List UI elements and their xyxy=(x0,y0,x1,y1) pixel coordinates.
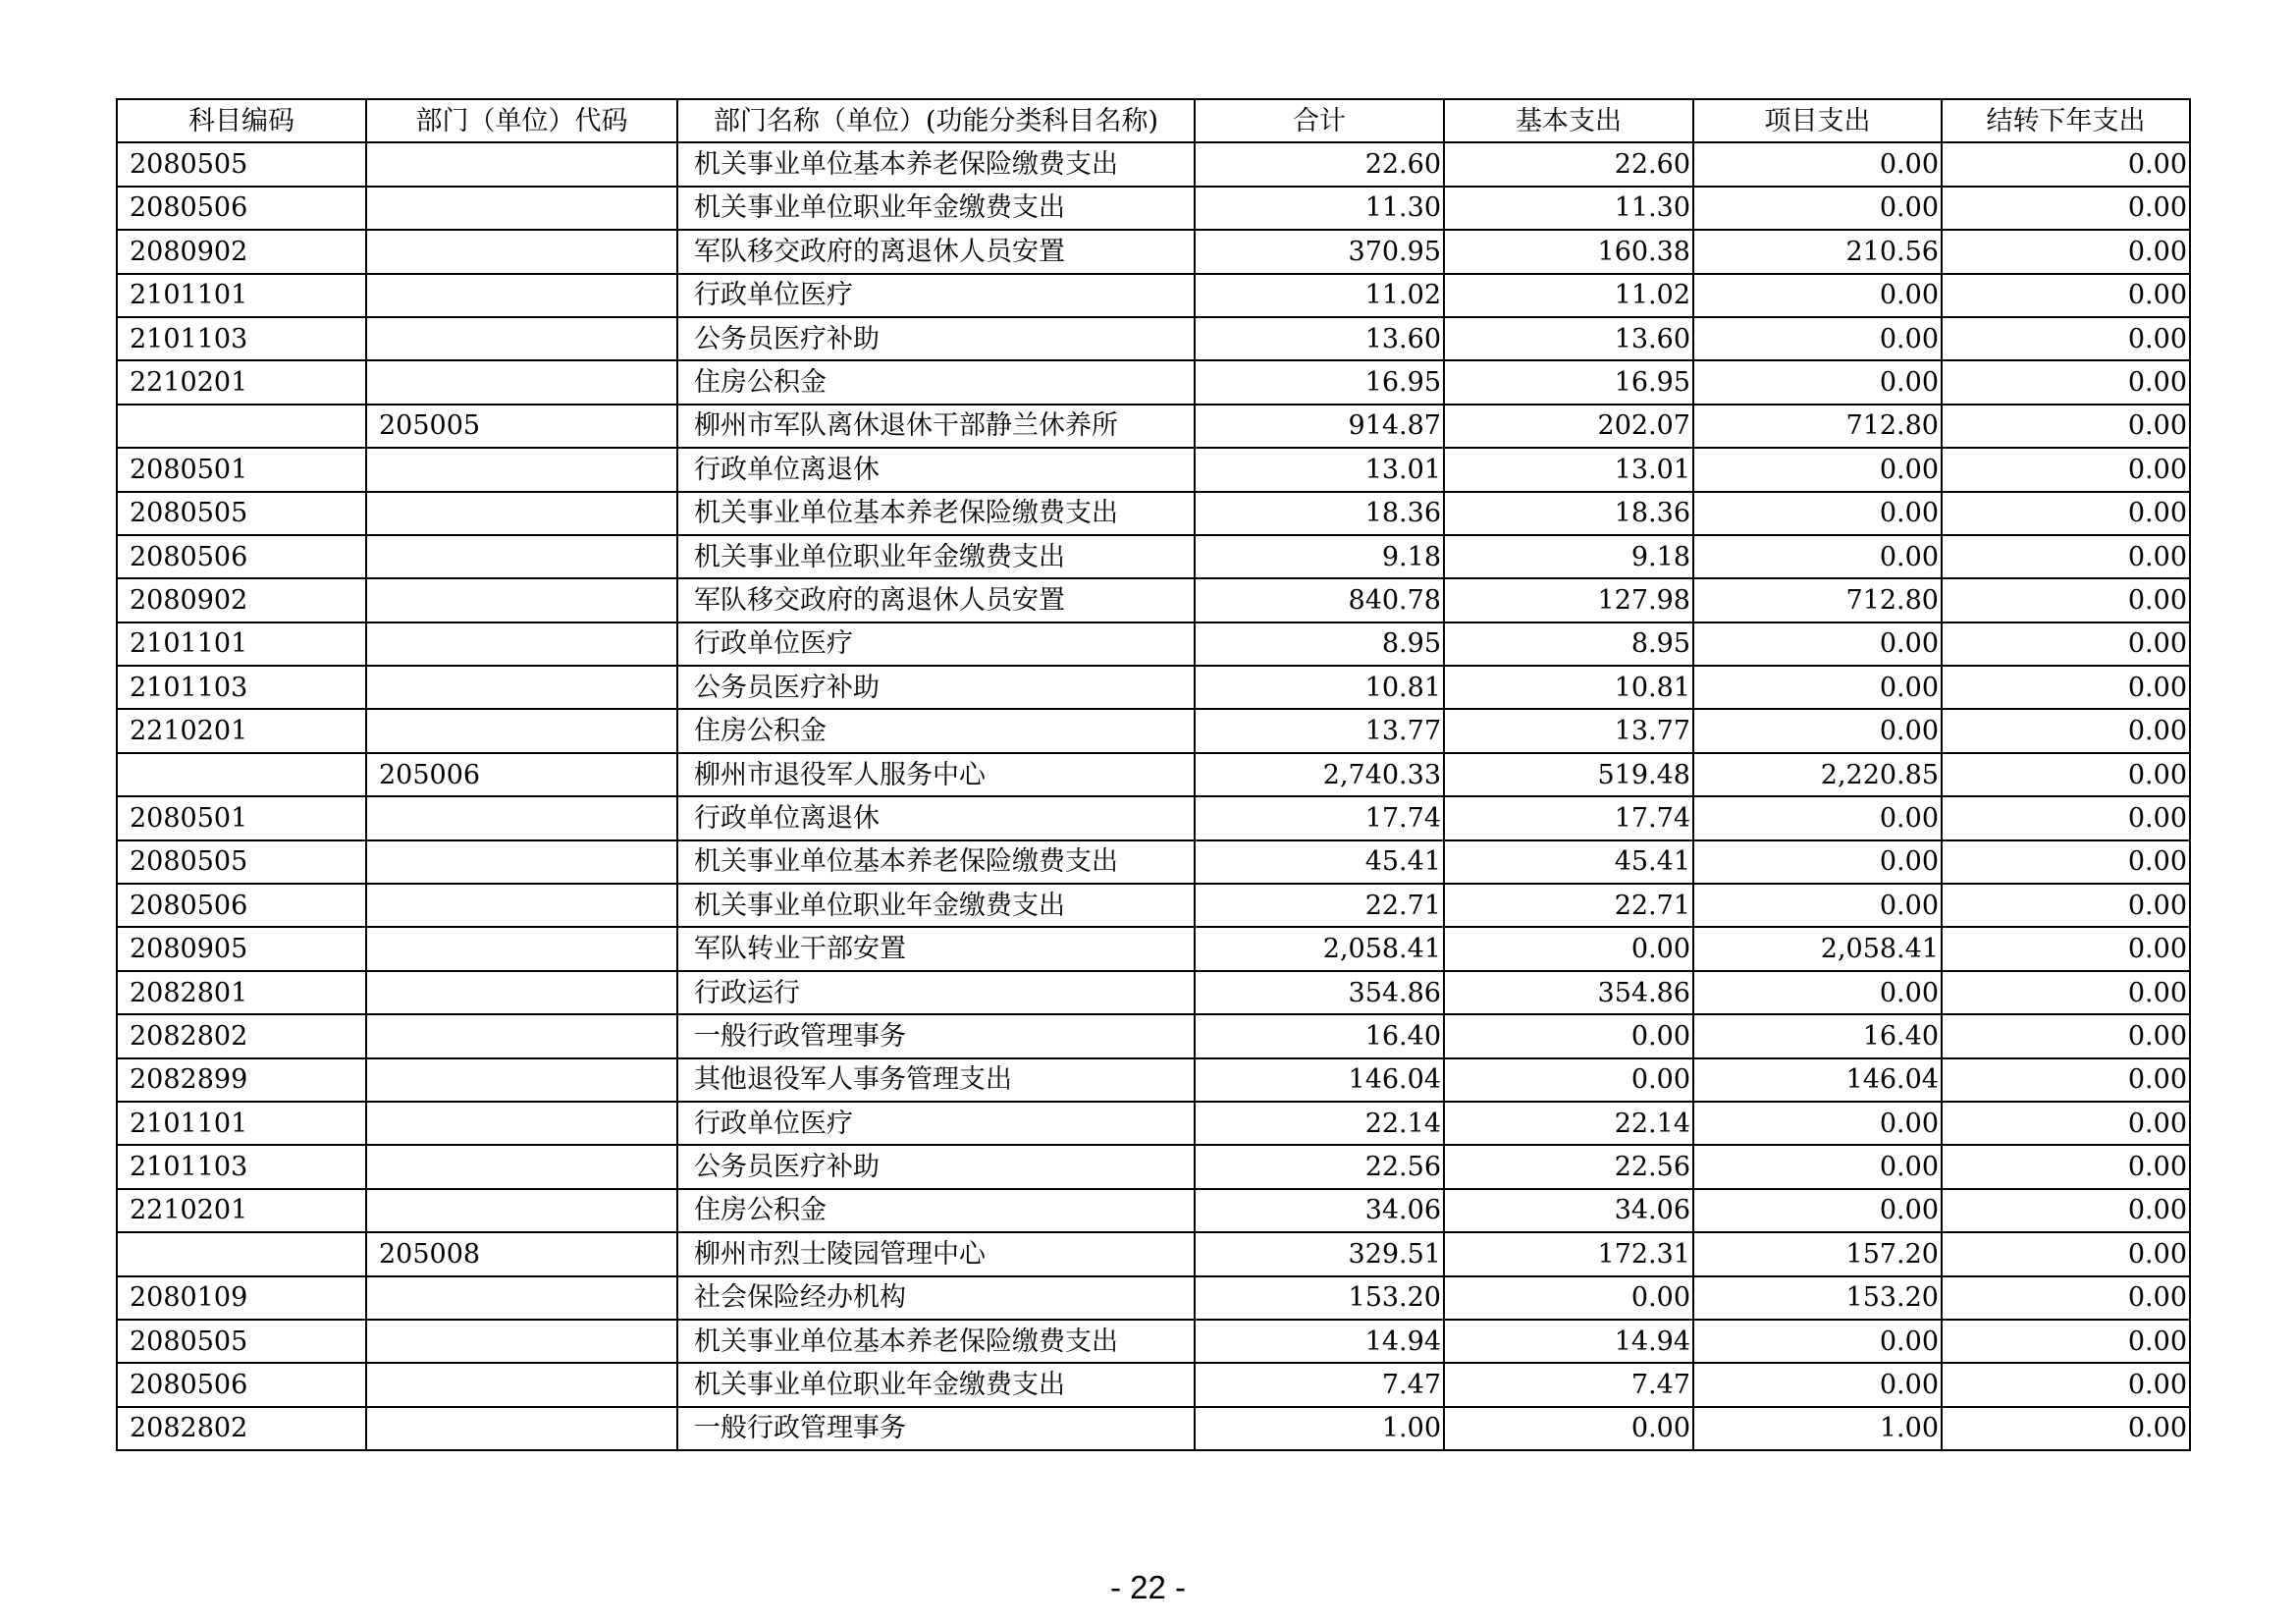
cell-basic: 11.02 xyxy=(1444,274,1693,317)
cell-carryover: 0.00 xyxy=(1942,1102,2190,1145)
cell-total: 11.02 xyxy=(1195,274,1444,317)
cell-subject-code: 2080506 xyxy=(117,187,366,230)
cell-total: 16.40 xyxy=(1195,1014,1444,1057)
cell-total: 22.56 xyxy=(1195,1145,1444,1188)
cell-subject-code: 2080501 xyxy=(117,448,366,491)
cell-dept-code xyxy=(366,623,677,666)
cell-dept-code xyxy=(366,666,677,709)
cell-basic: 0.00 xyxy=(1444,1407,1693,1450)
cell-basic: 0.00 xyxy=(1444,1014,1693,1057)
table-row xyxy=(117,1276,2190,1320)
cell-name: 行政运行 xyxy=(677,971,1195,1014)
cell-carryover: 0.00 xyxy=(1942,274,2190,317)
cell-carryover: 0.00 xyxy=(1942,1014,2190,1057)
cell-carryover: 0.00 xyxy=(1942,796,2190,839)
cell-subject-code: 2080506 xyxy=(117,535,366,578)
cell-name: 行政单位医疗 xyxy=(677,1102,1195,1145)
cell-total: 34.06 xyxy=(1195,1189,1444,1232)
cell-project: 0.00 xyxy=(1693,142,1942,186)
cell-project: 0.00 xyxy=(1693,623,1942,666)
cell-basic: 34.06 xyxy=(1444,1189,1693,1232)
cell-name: 机关事业单位职业年金缴费支出 xyxy=(677,535,1195,578)
cell-carryover: 0.00 xyxy=(1942,405,2190,448)
table-header-row xyxy=(117,99,2190,142)
cell-carryover: 0.00 xyxy=(1942,448,2190,491)
cell-subject-code xyxy=(117,1232,366,1275)
cell-project: 0.00 xyxy=(1693,796,1942,839)
cell-project: 0.00 xyxy=(1693,360,1942,404)
header-basic: 基本支出 xyxy=(1444,99,1693,142)
cell-basic: 7.47 xyxy=(1444,1363,1693,1406)
cell-project: 146.04 xyxy=(1693,1058,1942,1102)
cell-name: 机关事业单位基本养老保险缴费支出 xyxy=(677,840,1195,884)
cell-name: 行政单位医疗 xyxy=(677,623,1195,666)
cell-subject-code: 2101101 xyxy=(117,1102,366,1145)
cell-total: 22.14 xyxy=(1195,1102,1444,1145)
cell-project: 0.00 xyxy=(1693,666,1942,709)
table-row xyxy=(117,796,2190,839)
cell-total: 11.30 xyxy=(1195,187,1444,230)
cell-subject-code: 2101103 xyxy=(117,317,366,360)
cell-name: 柳州市军队离休退休干部静兰休养所 xyxy=(677,405,1195,448)
cell-carryover: 0.00 xyxy=(1942,1189,2190,1232)
cell-name: 行政单位医疗 xyxy=(677,274,1195,317)
cell-subject-code: 2080506 xyxy=(117,884,366,927)
cell-dept-code xyxy=(366,448,677,491)
cell-name: 行政单位离退休 xyxy=(677,448,1195,491)
cell-name: 机关事业单位基本养老保险缴费支出 xyxy=(677,142,1195,186)
cell-basic: 0.00 xyxy=(1444,1276,1693,1320)
cell-carryover: 0.00 xyxy=(1942,187,2190,230)
cell-total: 22.71 xyxy=(1195,884,1444,927)
cell-carryover: 0.00 xyxy=(1942,753,2190,796)
cell-basic: 11.30 xyxy=(1444,187,1693,230)
cell-project: 0.00 xyxy=(1693,840,1942,884)
cell-total: 18.36 xyxy=(1195,492,1444,535)
cell-subject-code: 2101103 xyxy=(117,1145,366,1188)
cell-subject-code: 2080505 xyxy=(117,1320,366,1363)
cell-carryover: 0.00 xyxy=(1942,492,2190,535)
cell-project: 0.00 xyxy=(1693,492,1942,535)
cell-subject-code: 2080505 xyxy=(117,492,366,535)
cell-basic: 18.36 xyxy=(1444,492,1693,535)
cell-project: 0.00 xyxy=(1693,274,1942,317)
cell-basic: 17.74 xyxy=(1444,796,1693,839)
cell-basic: 13.60 xyxy=(1444,317,1693,360)
table-row xyxy=(117,1145,2190,1188)
table-row xyxy=(117,535,2190,578)
cell-name: 军队移交政府的离退休人员安置 xyxy=(677,230,1195,273)
cell-subject-code: 2080505 xyxy=(117,142,366,186)
cell-name: 机关事业单位基本养老保险缴费支出 xyxy=(677,1320,1195,1363)
header-dept-code: 部门（单位）代码 xyxy=(366,99,677,142)
cell-dept-code xyxy=(366,1407,677,1450)
page-number: - 22 - xyxy=(1109,1569,1187,1605)
cell-subject-code: 2080109 xyxy=(117,1276,366,1320)
cell-basic: 22.14 xyxy=(1444,1102,1693,1145)
cell-name: 一般行政管理事务 xyxy=(677,1014,1195,1057)
cell-dept-code xyxy=(366,142,677,186)
cell-dept-code xyxy=(366,1145,677,1188)
cell-subject-code: 2210201 xyxy=(117,709,366,752)
cell-dept-code: 205008 xyxy=(366,1232,677,1275)
header-carryover: 结转下年支出 xyxy=(1942,99,2190,142)
cell-project: 0.00 xyxy=(1693,317,1942,360)
cell-project: 0.00 xyxy=(1693,1363,1942,1406)
cell-dept-code xyxy=(366,709,677,752)
cell-carryover: 0.00 xyxy=(1942,666,2190,709)
cell-dept-code xyxy=(366,971,677,1014)
cell-basic: 172.31 xyxy=(1444,1232,1693,1275)
table-row xyxy=(117,187,2190,230)
cell-dept-code xyxy=(366,360,677,404)
cell-carryover: 0.00 xyxy=(1942,884,2190,927)
cell-total: 8.95 xyxy=(1195,623,1444,666)
table-row xyxy=(117,1102,2190,1145)
table-row xyxy=(117,142,2190,186)
cell-total: 153.20 xyxy=(1195,1276,1444,1320)
cell-dept-code: 205006 xyxy=(366,753,677,796)
cell-name: 住房公积金 xyxy=(677,709,1195,752)
cell-subject-code: 2101101 xyxy=(117,623,366,666)
cell-subject-code: 2080902 xyxy=(117,578,366,622)
cell-dept-code xyxy=(366,884,677,927)
cell-basic: 8.95 xyxy=(1444,623,1693,666)
cell-total: 2,058.41 xyxy=(1195,927,1444,970)
cell-project: 0.00 xyxy=(1693,1102,1942,1145)
cell-subject-code: 2210201 xyxy=(117,1189,366,1232)
cell-dept-code xyxy=(366,187,677,230)
cell-subject-code: 2080905 xyxy=(117,927,366,970)
cell-basic: 9.18 xyxy=(1444,535,1693,578)
cell-dept-code: 205005 xyxy=(366,405,677,448)
cell-name: 柳州市烈士陵园管理中心 xyxy=(677,1232,1195,1275)
cell-carryover: 0.00 xyxy=(1942,709,2190,752)
cell-basic: 16.95 xyxy=(1444,360,1693,404)
cell-name: 一般行政管理事务 xyxy=(677,1407,1195,1450)
cell-project: 0.00 xyxy=(1693,1145,1942,1188)
cell-total: 354.86 xyxy=(1195,971,1444,1014)
cell-name: 其他退役军人事务管理支出 xyxy=(677,1058,1195,1102)
cell-subject-code: 2210201 xyxy=(117,360,366,404)
cell-total: 10.81 xyxy=(1195,666,1444,709)
cell-total: 13.01 xyxy=(1195,448,1444,491)
cell-project: 0.00 xyxy=(1693,971,1942,1014)
cell-basic: 354.86 xyxy=(1444,971,1693,1014)
cell-subject-code: 2080501 xyxy=(117,796,366,839)
cell-dept-code xyxy=(366,230,677,273)
cell-carryover: 0.00 xyxy=(1942,535,2190,578)
cell-carryover: 0.00 xyxy=(1942,317,2190,360)
cell-name: 公务员医疗补助 xyxy=(677,666,1195,709)
header-subject-code: 科目编码 xyxy=(117,99,366,142)
cell-project: 2,058.41 xyxy=(1693,927,1942,970)
cell-name: 柳州市退役军人服务中心 xyxy=(677,753,1195,796)
cell-subject-code: 2101103 xyxy=(117,666,366,709)
table-row xyxy=(117,492,2190,535)
cell-carryover: 0.00 xyxy=(1942,230,2190,273)
cell-dept-code xyxy=(366,1320,677,1363)
cell-total: 17.74 xyxy=(1195,796,1444,839)
cell-name: 社会保险经办机构 xyxy=(677,1276,1195,1320)
cell-carryover: 0.00 xyxy=(1942,1276,2190,1320)
cell-name: 机关事业单位职业年金缴费支出 xyxy=(677,187,1195,230)
cell-name: 军队转业干部安置 xyxy=(677,927,1195,970)
table-row xyxy=(117,840,2190,884)
cell-total: 45.41 xyxy=(1195,840,1444,884)
cell-project: 712.80 xyxy=(1693,578,1942,622)
cell-total: 7.47 xyxy=(1195,1363,1444,1406)
cell-project: 0.00 xyxy=(1693,709,1942,752)
cell-project: 0.00 xyxy=(1693,884,1942,927)
cell-project: 1.00 xyxy=(1693,1407,1942,1450)
cell-basic: 10.81 xyxy=(1444,666,1693,709)
table-row xyxy=(117,709,2190,752)
cell-dept-code xyxy=(366,317,677,360)
cell-name: 公务员医疗补助 xyxy=(677,1145,1195,1188)
cell-name: 行政单位离退休 xyxy=(677,796,1195,839)
cell-project: 712.80 xyxy=(1693,405,1942,448)
cell-basic: 127.98 xyxy=(1444,578,1693,622)
cell-basic: 45.41 xyxy=(1444,840,1693,884)
cell-subject-code: 2082802 xyxy=(117,1407,366,1450)
cell-carryover: 0.00 xyxy=(1942,1407,2190,1450)
cell-total: 16.95 xyxy=(1195,360,1444,404)
table-row xyxy=(117,1407,2190,1450)
cell-dept-code xyxy=(366,578,677,622)
table-row xyxy=(117,448,2190,491)
cell-name: 机关事业单位职业年金缴费支出 xyxy=(677,884,1195,927)
cell-project: 2,220.85 xyxy=(1693,753,1942,796)
cell-total: 1.00 xyxy=(1195,1407,1444,1450)
cell-total: 329.51 xyxy=(1195,1232,1444,1275)
cell-carryover: 0.00 xyxy=(1942,1363,2190,1406)
cell-subject-code: 2080902 xyxy=(117,230,366,273)
table-row xyxy=(117,1363,2190,1406)
cell-total: 146.04 xyxy=(1195,1058,1444,1102)
table-row xyxy=(117,623,2190,666)
cell-subject-code: 2082802 xyxy=(117,1014,366,1057)
table-row xyxy=(117,360,2190,404)
cell-name: 机关事业单位职业年金缴费支出 xyxy=(677,1363,1195,1406)
cell-dept-code xyxy=(366,1276,677,1320)
budget-table xyxy=(116,98,2191,1451)
cell-name: 军队移交政府的离退休人员安置 xyxy=(677,578,1195,622)
cell-name: 公务员医疗补助 xyxy=(677,317,1195,360)
cell-dept-code xyxy=(366,1102,677,1145)
header-total: 合计 xyxy=(1195,99,1444,142)
cell-subject-code: 2082801 xyxy=(117,971,366,1014)
cell-total: 13.60 xyxy=(1195,317,1444,360)
cell-subject-code: 2101101 xyxy=(117,274,366,317)
cell-carryover: 0.00 xyxy=(1942,1145,2190,1188)
header-dept-name: 部门名称（单位）(功能分类科目名称) xyxy=(677,99,1195,142)
cell-project: 0.00 xyxy=(1693,1320,1942,1363)
cell-dept-code xyxy=(366,1014,677,1057)
cell-basic: 22.71 xyxy=(1444,884,1693,927)
cell-dept-code xyxy=(366,927,677,970)
cell-basic: 13.77 xyxy=(1444,709,1693,752)
table-row xyxy=(117,317,2190,360)
cell-carryover: 0.00 xyxy=(1942,971,2190,1014)
cell-carryover: 0.00 xyxy=(1942,1058,2190,1102)
cell-carryover: 0.00 xyxy=(1942,840,2190,884)
table-row xyxy=(117,1189,2190,1232)
cell-name: 住房公积金 xyxy=(677,1189,1195,1232)
cell-basic: 22.60 xyxy=(1444,142,1693,186)
cell-subject-code: 2080506 xyxy=(117,1363,366,1406)
cell-project: 16.40 xyxy=(1693,1014,1942,1057)
table-row xyxy=(117,230,2190,273)
cell-basic: 519.48 xyxy=(1444,753,1693,796)
cell-project: 0.00 xyxy=(1693,1189,1942,1232)
header-project: 项目支出 xyxy=(1693,99,1942,142)
cell-total: 9.18 xyxy=(1195,535,1444,578)
cell-total: 914.87 xyxy=(1195,405,1444,448)
table-row xyxy=(117,1232,2190,1275)
table-row xyxy=(117,274,2190,317)
table-row xyxy=(117,927,2190,970)
cell-total: 370.95 xyxy=(1195,230,1444,273)
cell-subject-code: 2080505 xyxy=(117,840,366,884)
cell-total: 14.94 xyxy=(1195,1320,1444,1363)
cell-subject-code xyxy=(117,405,366,448)
cell-basic: 160.38 xyxy=(1444,230,1693,273)
cell-total: 840.78 xyxy=(1195,578,1444,622)
cell-total: 22.60 xyxy=(1195,142,1444,186)
cell-carryover: 0.00 xyxy=(1942,1320,2190,1363)
table-row xyxy=(117,1320,2190,1363)
table-row xyxy=(117,405,2190,448)
cell-dept-code xyxy=(366,492,677,535)
cell-basic: 14.94 xyxy=(1444,1320,1693,1363)
cell-project: 0.00 xyxy=(1693,448,1942,491)
cell-name: 住房公积金 xyxy=(677,360,1195,404)
cell-carryover: 0.00 xyxy=(1942,578,2190,622)
cell-project: 0.00 xyxy=(1693,187,1942,230)
table-row xyxy=(117,971,2190,1014)
table-row xyxy=(117,1014,2190,1057)
cell-basic: 0.00 xyxy=(1444,1058,1693,1102)
cell-total: 13.77 xyxy=(1195,709,1444,752)
cell-carryover: 0.00 xyxy=(1942,623,2190,666)
cell-subject-code: 2082899 xyxy=(117,1058,366,1102)
cell-carryover: 0.00 xyxy=(1942,1232,2190,1275)
cell-project: 210.56 xyxy=(1693,230,1942,273)
table-row xyxy=(117,1058,2190,1102)
cell-project: 157.20 xyxy=(1693,1232,1942,1275)
table-row xyxy=(117,753,2190,796)
cell-basic: 22.56 xyxy=(1444,1145,1693,1188)
table-row xyxy=(117,884,2190,927)
table-body xyxy=(117,142,2190,1450)
cell-carryover: 0.00 xyxy=(1942,142,2190,186)
cell-dept-code xyxy=(366,1189,677,1232)
cell-dept-code xyxy=(366,535,677,578)
table-row xyxy=(117,666,2190,709)
cell-basic: 202.07 xyxy=(1444,405,1693,448)
table-row xyxy=(117,578,2190,622)
cell-carryover: 0.00 xyxy=(1942,927,2190,970)
cell-basic: 0.00 xyxy=(1444,927,1693,970)
cell-basic: 13.01 xyxy=(1444,448,1693,491)
cell-project: 0.00 xyxy=(1693,535,1942,578)
cell-total: 2,740.33 xyxy=(1195,753,1444,796)
cell-dept-code xyxy=(366,796,677,839)
cell-dept-code xyxy=(366,274,677,317)
cell-dept-code xyxy=(366,1363,677,1406)
cell-dept-code xyxy=(366,1058,677,1102)
cell-name: 机关事业单位基本养老保险缴费支出 xyxy=(677,492,1195,535)
cell-subject-code xyxy=(117,753,366,796)
cell-dept-code xyxy=(366,840,677,884)
cell-carryover: 0.00 xyxy=(1942,360,2190,404)
cell-project: 153.20 xyxy=(1693,1276,1942,1320)
